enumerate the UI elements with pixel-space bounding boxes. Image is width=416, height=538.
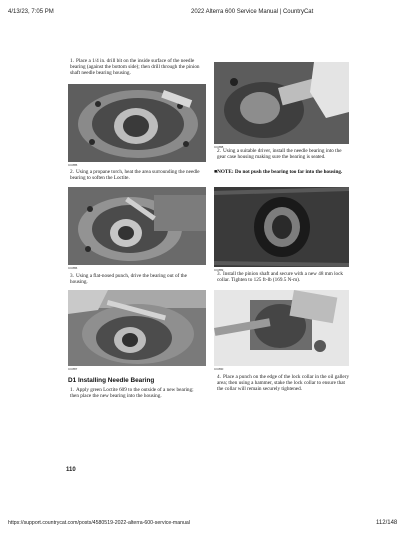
page-number: 110 <box>66 467 76 473</box>
right-step-4-text: 4. Place a punch on the edge of the lock collar in the oil gallery area; then using a hammer, stake the lock collar to ensure that the collar will remain securely tightened. <box>217 374 350 393</box>
step-3-text: 3. Using a flat-nosed punch, drive the bearing out of the housing. <box>70 273 187 286</box>
figure-label-3: CC887 <box>68 367 78 371</box>
step-1-text: 1. Place a 1/4 in. drill bit on the inside surface of the needle bearing (against the bottom side); then drill through the pinion shaft needle bearing housing. <box>70 58 200 77</box>
step-d1-text: 1. Apply green Loctite 609 to the outside of a new bearing; then place the new bearing into the housing. <box>70 387 194 400</box>
print-title: 2022 Alterra 600 Service Manual | CountryCat <box>191 9 314 15</box>
figure-label-2: CC886 <box>68 266 78 270</box>
figure-label-1: CC885 <box>68 163 78 167</box>
photo-torch-heating <box>68 187 206 265</box>
figure-label-6: CC890 <box>214 367 224 371</box>
photo-punch-bearing <box>68 290 206 366</box>
print-page-count: 112/148 <box>376 520 398 526</box>
right-step-3-text: 3. Install the pinion shaft and secure with a new 48 mm lock collar. Tighten to 125 ft-lb (169.5 N-m). <box>217 271 344 284</box>
figure-label-4: CC888 <box>214 145 224 149</box>
photo-bearing-seated <box>214 187 349 267</box>
figure-label-5: CC889 <box>214 268 224 272</box>
print-datetime: 4/13/23, 7:05 PM <box>8 9 54 15</box>
print-url: https://support.countrycat.com/posts/4580519-2022-alterra-600-service-manual <box>8 520 190 526</box>
right-step-2-text: 2. Using a suitable driver, install the needle bearing into the gear case housing making sure the bearing is seated. <box>217 148 342 161</box>
step-2-text: 2. Using a propane torch, heat the area surrounding the needle bearing to soften the Loctite. <box>70 169 200 182</box>
photo-driver-install <box>214 62 349 144</box>
note-text: ■NOTE: Do not push the bearing too far into the housing. <box>214 169 343 175</box>
section-title: D1 Installing Needle Bearing <box>68 377 155 384</box>
photo-lock-collar <box>214 290 349 366</box>
photo-drill-bearing-housing <box>68 84 206 162</box>
